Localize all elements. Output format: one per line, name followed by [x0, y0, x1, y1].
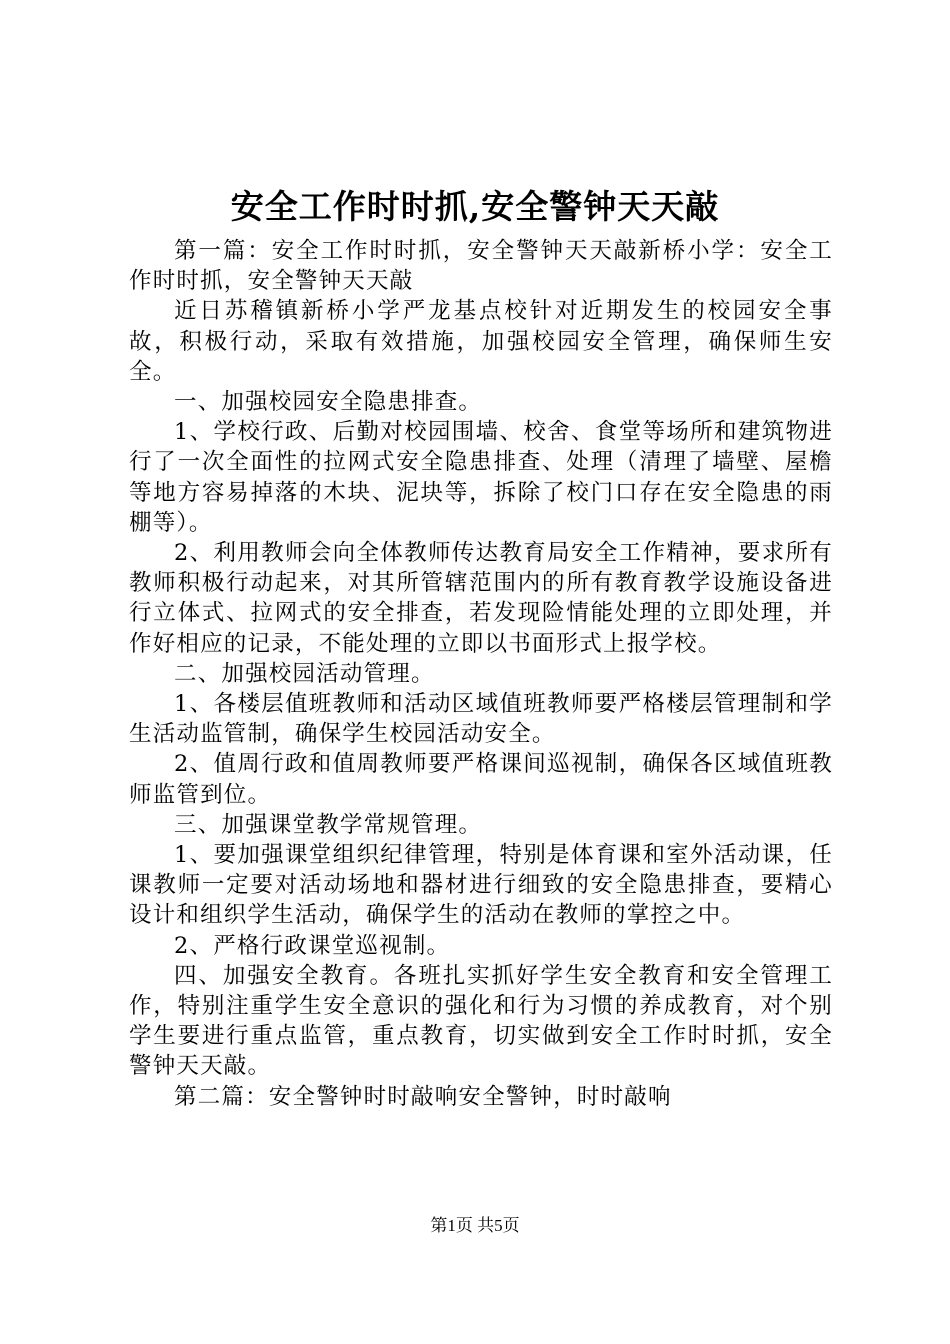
paragraph: 2、利用教师会向全体教师传达教育局安全工作精神，要求所有教师积极行动起来，对其所管辖范围内的所有教育教学设施设备进行立体式、拉网式的安全排查，若发现险情能处理的立即处理，并作好相应的记录，不能处理的立即以书面形式上报学校。 [129, 540, 833, 657]
paragraph: 近日苏稽镇新桥小学严龙基点校针对近期发生的校园安全事故，积极行动，采取有效措施，加强校园安全管理，确保师生安全。 [129, 298, 833, 385]
section-heading: 一、加强校园安全隐患排查。 [174, 389, 483, 416]
document-title: 安全工作时时抓,安全警钟天天敲 [230, 187, 720, 226]
document-body [129, 236, 833, 1112]
paragraph: 1、要加强课堂组织纪律管理，特别是体育课和室外活动课，任课教师一定要对活动场地和器材进行细致的安全隐患排查，要精心设计和组织学生活动，确保学生的活动在教师的掌控之中。 [129, 842, 833, 929]
paragraph: 1、学校行政、后勤对校园围墙、校舍、食堂等场所和建筑物进行了一次全面性的拉网式安全隐患排查、处理（清理了墙壁、屋檐等地方容易掉落的木块、泥块等，拆除了校门口存在安全隐患的雨棚等）。 [129, 419, 833, 536]
paragraph: 第二篇：安全警钟时时敲响安全警钟，时时敲响 [174, 1083, 672, 1110]
page-number-footer: 第1页 共5页 [430, 1216, 520, 1235]
section-heading: 三、加强课堂教学常规管理。 [174, 811, 483, 838]
section-heading: 二、加强校园活动管理。 [174, 660, 435, 687]
paragraph: 第一篇：安全工作时时抓，安全警钟天天敲新桥小学：安全工作时时抓，安全警钟天天敲 [129, 238, 833, 295]
paragraph: 1、各楼层值班教师和活动区域值班教师要严格楼层管理制和学生活动监管制，确保学生校园活动安全。 [129, 691, 833, 748]
paragraph: 2、值周行政和值周教师要严格课间巡视制，确保各区域值班教师监管到位。 [129, 751, 833, 808]
paragraph: 2、严格行政课堂巡视制。 [174, 932, 451, 959]
paragraph: 四、加强安全教育。各班扎实抓好学生安全教育和安全管理工作，特别注重学生安全意识的强化和行为习惯的养成教育，对个别学生要进行重点监管，重点教育，切实做到安全工作时时抓，安全警钟天天敲。 [129, 962, 833, 1080]
